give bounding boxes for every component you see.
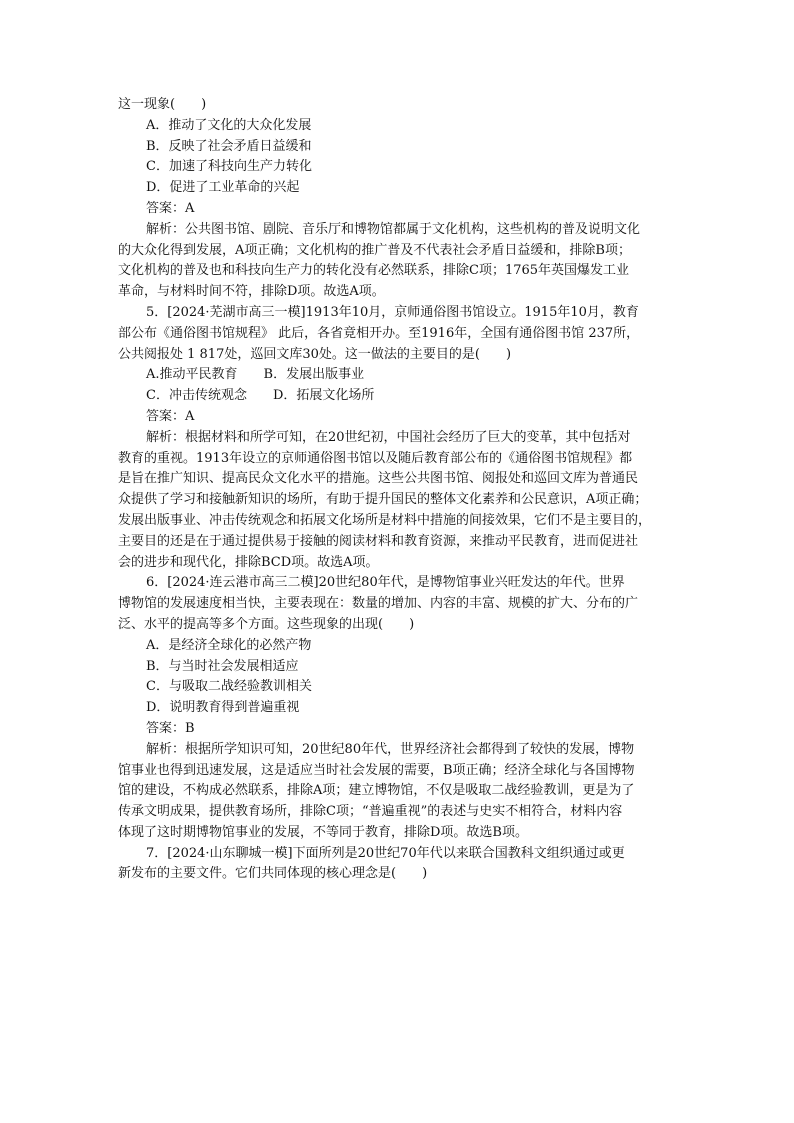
text-line: 教育的重视。1913年设立的京师通俗图书馆以及随后教育部公布的《通俗图书馆规程》都 bbox=[118, 450, 633, 466]
text-line: 部公布《通俗图书馆规程》 此后，各省竟相开办。至1916年，全国有通俗图书馆 237所， bbox=[118, 325, 640, 341]
text-line: 主要目的还是在于通过提供易于接触的阅读材料和教育资源，来推动平民教育，进而促进社 bbox=[118, 533, 639, 549]
text-line: C．与吸取二战经验教训相关 bbox=[146, 679, 312, 695]
text-line: A.推动平民教育 B．发展出版事业 bbox=[146, 367, 365, 383]
text-line: 会的进步和现代化，排除BCD项。故选A项。 bbox=[118, 554, 379, 570]
text-line: 传承文明成果，提供教育场所，排除C项；“普遍重视”的表述与史实不相符合，材料内容 bbox=[118, 804, 623, 820]
text-line: 解析：公共图书馆、剧院、音乐厅和博物馆都属于文化机构，这些机构的普及说明文化 bbox=[146, 221, 641, 237]
text-line: 的大众化得到发展，A项正确；文化机构的推广普及不代表社会矛盾日益缓和，排除B项； bbox=[118, 242, 631, 258]
text-line: 革命，与材料时间不符，排除D项。故选A项。 bbox=[118, 284, 385, 300]
text-line: B．与当时社会发展相适应 bbox=[146, 658, 299, 674]
text-line: 解析：根据材料和所学可知，在20世纪初，中国社会经历了巨大的变革，其中包括对 bbox=[146, 429, 631, 445]
text-line: 答案：A bbox=[146, 200, 195, 216]
text-line: D．说明教育得到普遍重视 bbox=[146, 700, 300, 716]
text-line: 7．[2024·山东聊城一模]下面所列是20世纪70年代以来联合国教科文组织通过或更 bbox=[146, 845, 625, 861]
text-line: 公共阅报处 1 817处，巡回文库30处。这一做法的主要目的是( ) bbox=[118, 346, 512, 362]
text-line: 发展出版事业、冲击传统观念和拓展文化场所是材料中措施的间接效果，它们不是主要目的， bbox=[118, 512, 652, 528]
text-line: A．推动了文化的大众化发展 bbox=[146, 117, 312, 133]
text-line: D．促进了工业革命的兴起 bbox=[146, 180, 300, 196]
text-line: A．是经济全球化的必然产物 bbox=[146, 637, 312, 653]
text-line: 是旨在推广知识、提高民众文化水平的措施。这些公共图书馆、阅报处和巡回文库为普通民 bbox=[118, 471, 639, 487]
text-line: 6．[2024·连云港市高三二模]20世纪80年代，是博物馆事业兴旺发达的年代。世界 bbox=[146, 575, 625, 591]
text-line: 5．[2024·芜湖市高三一模]1913年10月，京师通俗图书馆设立。1915年10月，教育 bbox=[146, 304, 639, 320]
text-line: 答案：A bbox=[146, 408, 195, 424]
document-page bbox=[118, 95, 678, 885]
text-line: 博物馆的发展速度相当快，主要表现在：数量的增加、内容的丰富、规模的扩大、分布的广 bbox=[118, 596, 639, 612]
text-line: C．冲击传统观念 D．拓展文化场所 bbox=[146, 388, 375, 404]
text-line: 文化机构的普及也和科技向生产力的转化没有必然联系，排除C项；1765年英国爆发工业 bbox=[118, 263, 630, 279]
text-line: 这一现象( ) bbox=[118, 97, 207, 112]
text-line: 众提供了学习和接触新知识的场所，有助于提升国民的整体文化素养和公民意识，A项正确； bbox=[118, 492, 648, 508]
text-line: 馆事业也得到迅速发展，这是适应当时社会发展的需要，B项正确；经济全球化与各国博物 bbox=[118, 762, 635, 778]
text-line: C．加速了科技向生产力转化 bbox=[146, 159, 312, 175]
text-line: 体现了这时期博物馆事业的发展，不等同于教育，排除D项。故选B项。 bbox=[118, 824, 528, 840]
text-line: 馆的建设，不构成必然联系，排除A项；建立博物馆，不仅是吸取二战经验教训，更是为了 bbox=[118, 783, 635, 799]
text-line: 新发布的主要文件。它们共同体现的核心理念是( ) bbox=[118, 866, 428, 882]
text-line: B．反映了社会矛盾日益缓和 bbox=[146, 138, 312, 154]
text-line: 解析：根据所学知识可知，20世纪80年代，世界经济社会都得到了较快的发展，博物 bbox=[146, 741, 635, 757]
text-line: 答案：B bbox=[146, 720, 195, 736]
text-line: 泛、水平的提高等多个方面。这些现象的出现( ) bbox=[118, 616, 415, 632]
